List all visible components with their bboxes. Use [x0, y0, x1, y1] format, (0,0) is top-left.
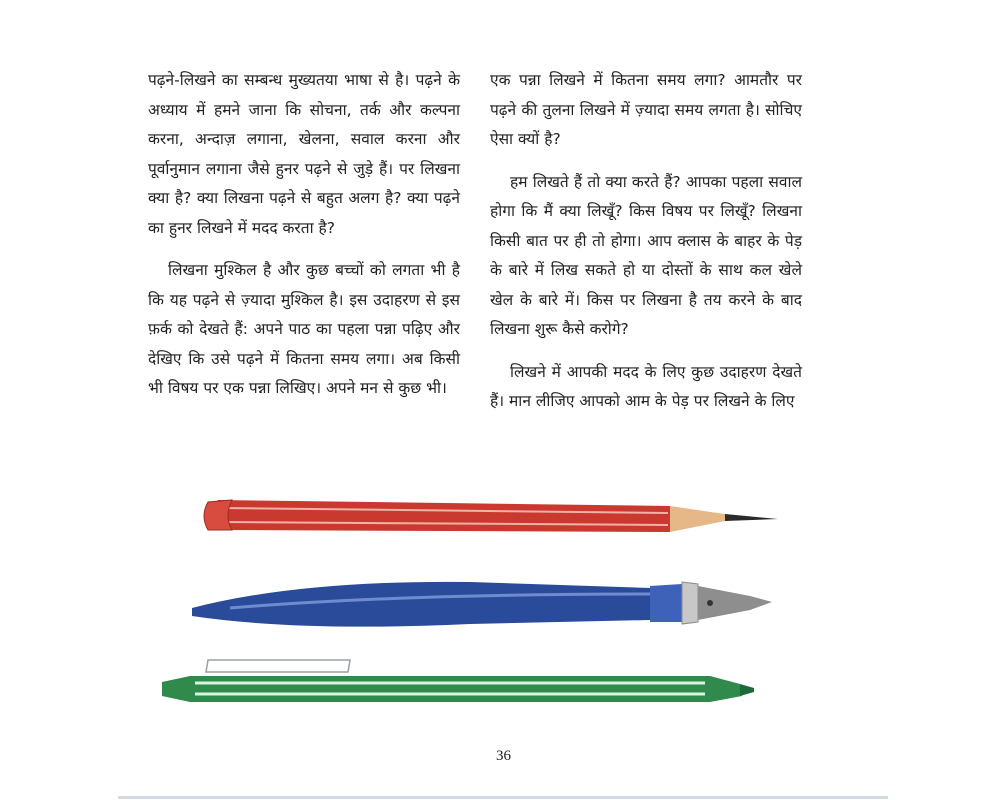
paragraph-2: लिखना मुश्किल है और कुछ बच्चों को लगता भी है कि यह पढ़ने से ज़्यादा मुश्किल है। इस उदाहरण से इस फ़र्क को देखते हैं: अपने पाठ का पहला पन्ना पढ़िए और देखिए कि उसे पढ़ने में कितना समय लगा। अब किसी भी विषय पर एक पन्ना लिखिए। अपने मन से कुछ भी।	[148, 261, 460, 397]
paragraph-3: एक पन्ना लिखने में कितना समय लगा? आमतौर पर पढ़ने की तुलना लिखने में ज़्यादा समय लगता है। सोचिए ऐसा क्यों है?	[490, 71, 802, 148]
bottom-rule	[118, 796, 888, 799]
ballpoint-pen-icon	[162, 660, 754, 702]
paragraph-4: हम लिखते हैं तो क्या करते हैं? आपका पहला सवाल होगा कि मैं क्या लिखूँ? किस विषय पर लिखूँ? लिखना किसी बात पर ही तो होगा। आप क्लास के बाहर के पेड़ के बारे में लिख सकते हो या दोस्तों के साथ कल खेले खेल के बारे में। किस पर लिखना है तय करने के बाद लिखना शुरू कैसे करोगे?	[490, 172, 802, 338]
writing-tools-illustration	[150, 470, 790, 720]
fountain-pen-icon	[192, 582, 772, 627]
paragraph-5: लिखने में आपकी मदद के लिए कुछ उदाहरण देखते हैं। मान लीजिए आपको आम के पेड़ पर लिखने के लिए	[490, 362, 802, 410]
paragraph-1: पढ़ने-लिखने का सम्बन्ध मुख्यतया भाषा से है। पढ़ने के अध्याय में हमने जाना कि सोचना, तर्क और कल्पना करना, अन्दाज़ लगाना, खेलना, सवाल करना और पूर्वानुमान लगाना जैसे हुनर पढ़ने से जुड़े हैं। पर लिखना क्या है? क्या लिखना पढ़ने से बहुत अलग है? क्या पढ़ने का हुनर लिखने में मदद करता है?	[148, 71, 460, 237]
right-text-column	[490, 66, 802, 430]
page-number: 36	[496, 748, 511, 764]
left-text-column	[148, 66, 460, 417]
pencil-icon	[204, 500, 778, 532]
